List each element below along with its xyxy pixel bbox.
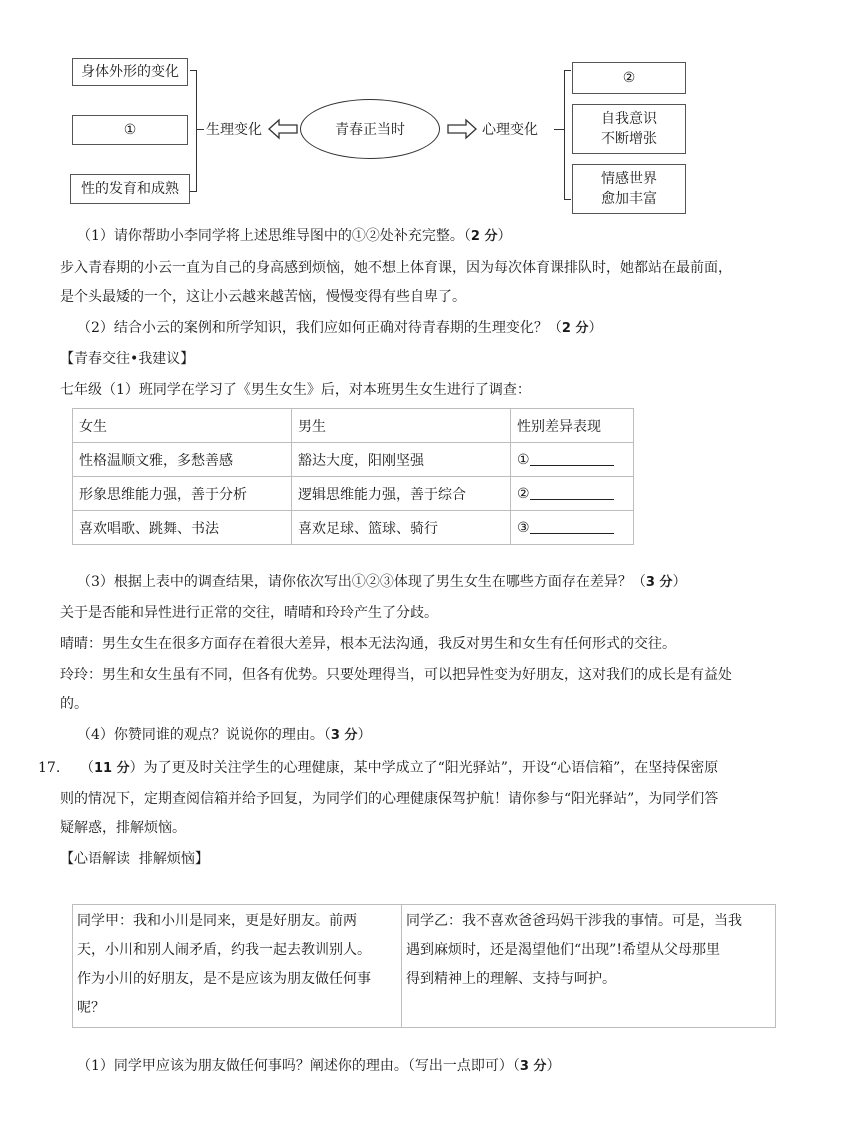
center-ellipse — [300, 99, 440, 159]
physical-change-label: 生理变化 — [206, 122, 262, 138]
table-cell: 喜欢唱歌、跳舞、书法 — [73, 511, 292, 545]
section-heading-2: 【心语解读 排解烦恼】 — [60, 851, 209, 867]
table-row — [73, 443, 634, 477]
table-cell: 豁达大度，阳刚坚强 — [292, 443, 511, 477]
left-arrow-icon — [268, 118, 298, 140]
right-arrow-icon — [447, 118, 477, 140]
mindmap-left-box-2: ① — [72, 115, 188, 145]
table-cell: 性格温顺文雅，多愁善感 — [73, 443, 292, 477]
mindmap-right-box-2: 自我意识 不断增张 — [572, 104, 686, 154]
case-xiaoyun-line-2: 是个头最矮的一个，这让小云越来越苦恼，慢慢变得有些自卑了。 — [60, 289, 466, 305]
table-cell-blank: ③ — [511, 511, 634, 545]
lingling-view-line-2: 的。 — [60, 696, 88, 712]
left-bracket-tick — [196, 129, 204, 130]
table-row — [73, 477, 634, 511]
letter-student-a: 同学甲：我和小川是同来，更是好朋友。前两 天，小川和别人闹矛盾，约我一起去教训别人。 作为小川的好朋友，是不是应该为朋友做任何事 呢？ — [73, 905, 402, 1028]
table-header: 男生 — [292, 409, 511, 443]
table-header-row — [73, 409, 634, 443]
table-cell: 逻辑思维能力强，善于综合 — [292, 477, 511, 511]
table-header: 女生 — [73, 409, 292, 443]
right-bracket — [564, 70, 571, 200]
section-heading-1: 【青春交往•我建议】 — [60, 351, 195, 367]
center-label: 青春正当时 — [335, 122, 405, 138]
table-header: 性别差异表现 — [511, 409, 634, 443]
question-17-1: （1）同学甲应该为朋友做任何事吗？阐述你的理由。（写出一点即可）（3 分） — [77, 1058, 561, 1074]
right-bracket-tick — [554, 129, 564, 130]
lingling-view-line-1: 玲玲：男生和女生虽有不同，但各有优势。只要处理得当，可以把异性变为好朋友，这对我们的成长是有益处 — [60, 667, 732, 683]
question-3: （3）根据上表中的调查结果，请你依次写出①②③体现了男生女生在哪些方面存在差异？（3 分） — [77, 574, 687, 590]
qingqing-view: 晴晴：男生女生在很多方面存在着很大差异，根本无法沟通，我反对男生和女生有任何形式的交往。 — [60, 636, 676, 652]
survey-table — [72, 408, 634, 545]
table-row — [73, 511, 634, 545]
mindmap-left-box-3: 性的发育和成熟 — [70, 174, 190, 204]
dispute-intro: 关于是否能和异性进行正常的交往，晴晴和玲玲产生了分歧。 — [60, 605, 438, 621]
question-17-line-2: 则的情况下，定期查阅信箱并给予回复，为同学们的心理健康保驾护航！请你参与“阳光驿站”，为同学们答 — [60, 791, 719, 807]
letter-student-b: 同学乙：我不喜欢爸爸玛妈干涉我的事情。可是，当我 遇到麻烦时，还是渴望他们“出现”!希望从父母那里 得到精神上的理解、支持与呵护。 — [402, 905, 776, 1028]
letters-table — [72, 904, 776, 1028]
question-2: （2）结合小云的案例和所学知识，我们应如何正确对待青春期的生理变化？（2 分） — [77, 320, 603, 336]
mindmap-right-box-3: 情感世界 愈加丰富 — [572, 164, 686, 214]
table-cell: 喜欢足球、篮球、骑行 — [292, 511, 511, 545]
mindmap-left-box-1: 身体外形的变化 — [72, 58, 188, 86]
mindmap-right-box-1: ② — [572, 62, 686, 94]
question-17-line-1: （11 分）为了更及时关注学生的心理健康，某中学成立了“阳光驿站”，开设“心语信箱”，在坚持保密原 — [80, 760, 719, 776]
case-xiaoyun-line-1: 步入青春期的小云一直为自己的身高感到烦恼，她不想上体育课，因为每次体育课排队时，她都站在最前面， — [60, 260, 732, 276]
table-cell-blank: ② — [511, 477, 634, 511]
left-bracket — [190, 70, 197, 192]
survey-intro: 七年级（1）班同学在学习了《男生女生》后，对本班男生女生进行了调查： — [60, 382, 531, 398]
table-cell: 形象思维能力强，善于分析 — [73, 477, 292, 511]
question-17-line-3: 疑解惑，排解烦恼。 — [60, 820, 186, 836]
question-4: （4）你赞同谁的观点？说说你的理由。（3 分） — [77, 727, 372, 743]
table-cell-blank: ① — [511, 443, 634, 477]
question-17-number: 17. — [38, 760, 61, 776]
psychological-change-label: 心理变化 — [482, 122, 538, 138]
question-1: （1）请你帮助小李同学将上述思维导图中的①②处补充完整。（2 分） — [77, 228, 512, 244]
